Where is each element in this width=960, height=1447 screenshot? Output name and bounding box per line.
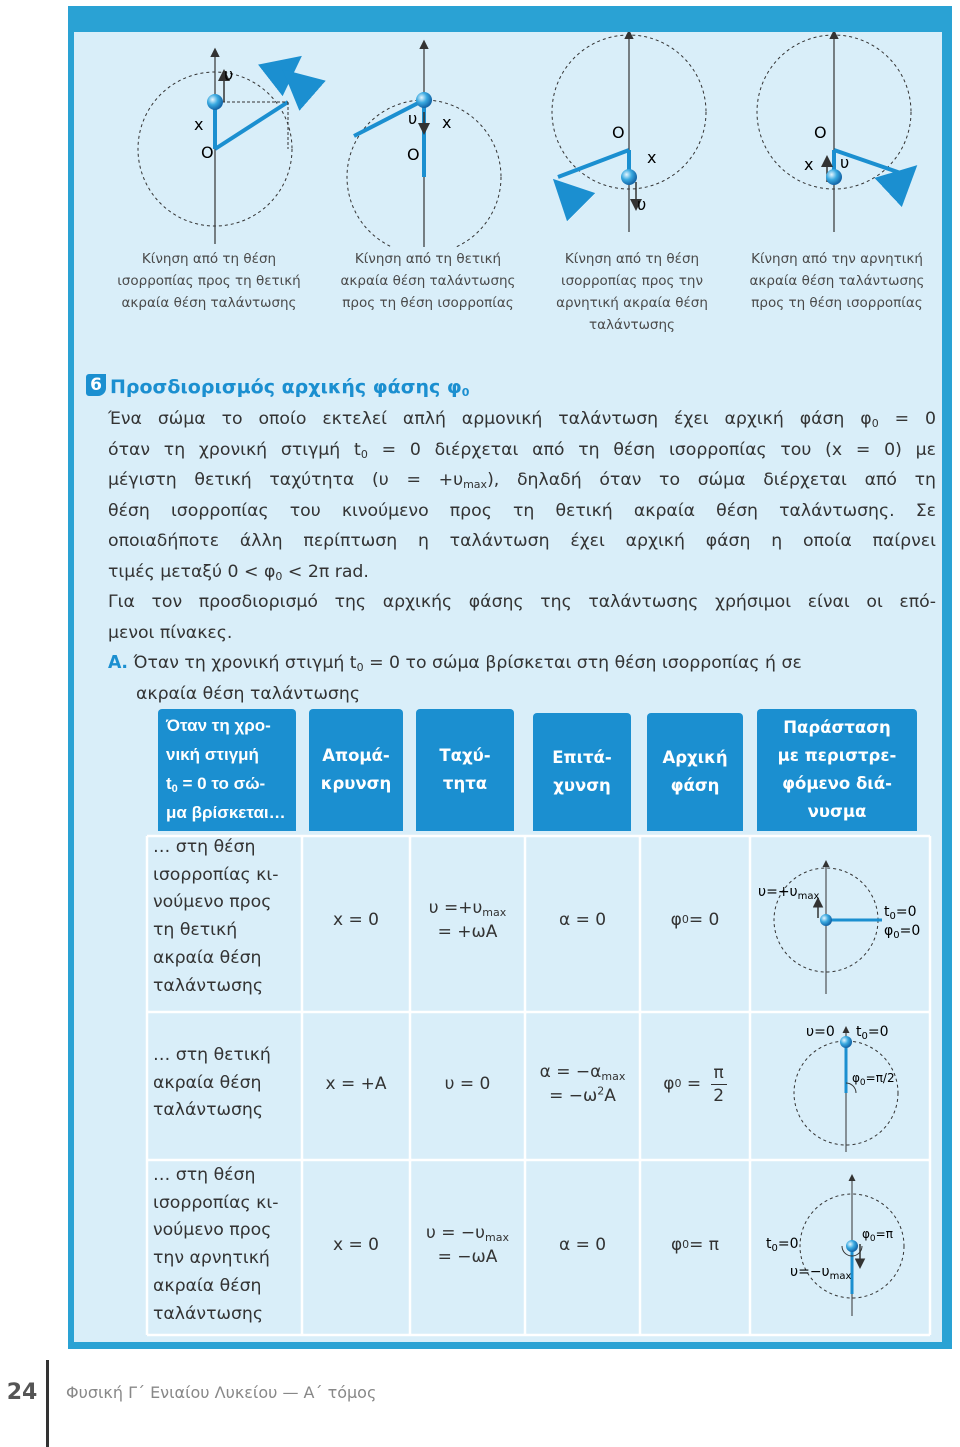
row2-velocity: υ = 0 xyxy=(444,1074,491,1094)
svg-text:υ=0: υ=0 xyxy=(806,1024,835,1040)
row2-acceleration: $\alpha = -\alpha_{max}$ = $-\omega^2A$ xyxy=(539,1062,626,1106)
caption-2: Κίνηση από τη θετική ακραία θέση ταλάντωσης προς τη θέση ισορροπίας xyxy=(340,251,516,311)
footer-book-title: Φυσική Γ΄ Ενιαίου Λυκείου — Α΄ τόμος xyxy=(66,1383,377,1402)
svg-text:υ: υ xyxy=(224,65,234,84)
svg-text:φ0=π/2: $\varphi_0=\pi/2$ xyxy=(852,1071,895,1088)
caption-4: Κίνηση από την αρνητική ακραία θέση ταλάντωσης προς τη θέση ισορροπίας xyxy=(749,251,925,311)
svg-text:υ=−υmax: $\upsilon=-\upsilon_{max}$ xyxy=(790,1264,852,1282)
section-number-badge: 6 xyxy=(86,374,106,396)
row1-phase: φ 0 = 0 xyxy=(670,910,720,930)
svg-text:x: x xyxy=(804,155,814,174)
page-number: 24 xyxy=(6,1380,38,1405)
row1-phasor-diagram xyxy=(752,856,928,1006)
svg-text:υ=+υmax: $\upsilon=+\upsilon_{max}$ xyxy=(758,884,820,902)
row2-phasor-diagram xyxy=(752,1018,928,1156)
svg-text:O: O xyxy=(407,145,420,164)
svg-text:O: O xyxy=(201,143,214,162)
row3-displacement: x = 0 xyxy=(333,1235,379,1255)
row1-label: … στη θέση ισορροπίας κι- νούμενο προς τη θετική ακραία θέση ταλάντωσης xyxy=(153,837,279,996)
table-header-initial-phase: Αρχική φάση xyxy=(647,713,743,831)
svg-text:t0=0: $t_0=0$ xyxy=(884,904,917,922)
svg-text:O: O xyxy=(814,123,827,142)
row1-velocity: $\upsilon =+\upsilon_{max}$ = +ωA xyxy=(428,898,507,942)
row2-label: … στη θετική ακραία θέση ταλάντωσης xyxy=(153,1045,271,1121)
table-header-displacement: Απομά- κρυνση xyxy=(309,709,403,831)
row3-velocity: $\upsilon = -\upsilon_{max}$ = −ωA xyxy=(426,1223,509,1267)
svg-text:O: O xyxy=(612,123,625,142)
svg-text:υ: υ xyxy=(637,195,647,214)
svg-text:x: x xyxy=(442,113,452,132)
svg-text:t0=0: $t_0=0$ xyxy=(766,1236,799,1254)
row3-phasor-diagram xyxy=(752,1166,928,1331)
svg-text:υ: υ xyxy=(840,153,850,172)
table-header-velocity: Ταχύ- τητα xyxy=(416,709,514,831)
row3-phase: φ 0 = π xyxy=(670,1235,720,1255)
row3-acceleration: α = 0 xyxy=(558,1235,607,1255)
svg-text:υ: υ xyxy=(408,109,418,128)
svg-text:x: x xyxy=(194,115,204,134)
row2-phase: φ 0 = $\frac{\pi}{2}$ xyxy=(640,1058,750,1110)
table-header-when: Όταν τη χρο- νική στιγμή $t_0 = 0$ το σώ- μα βρίσκεται… xyxy=(158,709,296,831)
caption-3: Κίνηση από τη θέση ισορροπίας προς την αρνητική ακραία θέση ταλάντωσης xyxy=(556,251,708,333)
row1-acceleration: α = 0 xyxy=(558,910,607,930)
row1-displacement: x = 0 xyxy=(333,910,379,930)
svg-text:t0=0: $t_0=0$ xyxy=(856,1024,889,1042)
svg-text:φ0=0: $\varphi_0=0$ xyxy=(884,923,921,941)
body-text: Ένα σώμα το οποίο εκτελεί απλή αρμονική ταλάντωση έχει αρχική φάση $\varphi_0 = 0$ όταν τη χρονική στιγμή $t_0 = 0$ διέρχεται από τη θέση ισορροπίας του (x = 0) με μέγιστη θετική ταχύτητα $(\upsilon = +\upsilon_{max})$, δηλαδή όταν το σώμα διέρχεται από τη θέση ισορροπίας του κινούμενο προς τη θετική ακραία θέση ταλάντωσης. Σε οποιαδήποτε άλλη περίπτωση η ταλάντωση έχει αρχική φάση η οποία παίρνει τιμές μεταξύ $0 < \varphi_0 < 2\pi$ rad. Για τον προσδιορισμό της αρχικής φάσης της ταλάντωσης χρήσιμοι είναι οι επό- μενοι πίνακες. Α. Όταν τη χρονική στιγμή $t_0 = 0$ το σώμα βρίσκεται στη θέση ισορροπίας ή σε ακραία θέση ταλάντωσης xyxy=(108,409,937,704)
section-title: Προσδιορισμός αρχικής φάσης $\varphi_0$ xyxy=(110,376,470,399)
row2-displacement: x = +A xyxy=(325,1074,387,1094)
caption-1: Κίνηση από τη θέση ισορροπίας προς τη θετική ακραία θέση ταλάντωσης xyxy=(117,251,301,311)
table-header-acceleration: Επιτά- χυνση xyxy=(533,713,631,831)
table-header-phasor: Παράσταση με περιστρε- φόμενο διά- νυσμα xyxy=(757,709,917,831)
row3-label: … στη θέση ισορροπίας κι- νούμενο προς την αρνητική ακραία θέση ταλάντωσης xyxy=(153,1165,279,1324)
svg-text:x: x xyxy=(647,148,657,167)
svg-text:φ0=π: $\varphi_0=\pi$ xyxy=(862,1227,893,1244)
footer-divider xyxy=(46,1360,49,1447)
